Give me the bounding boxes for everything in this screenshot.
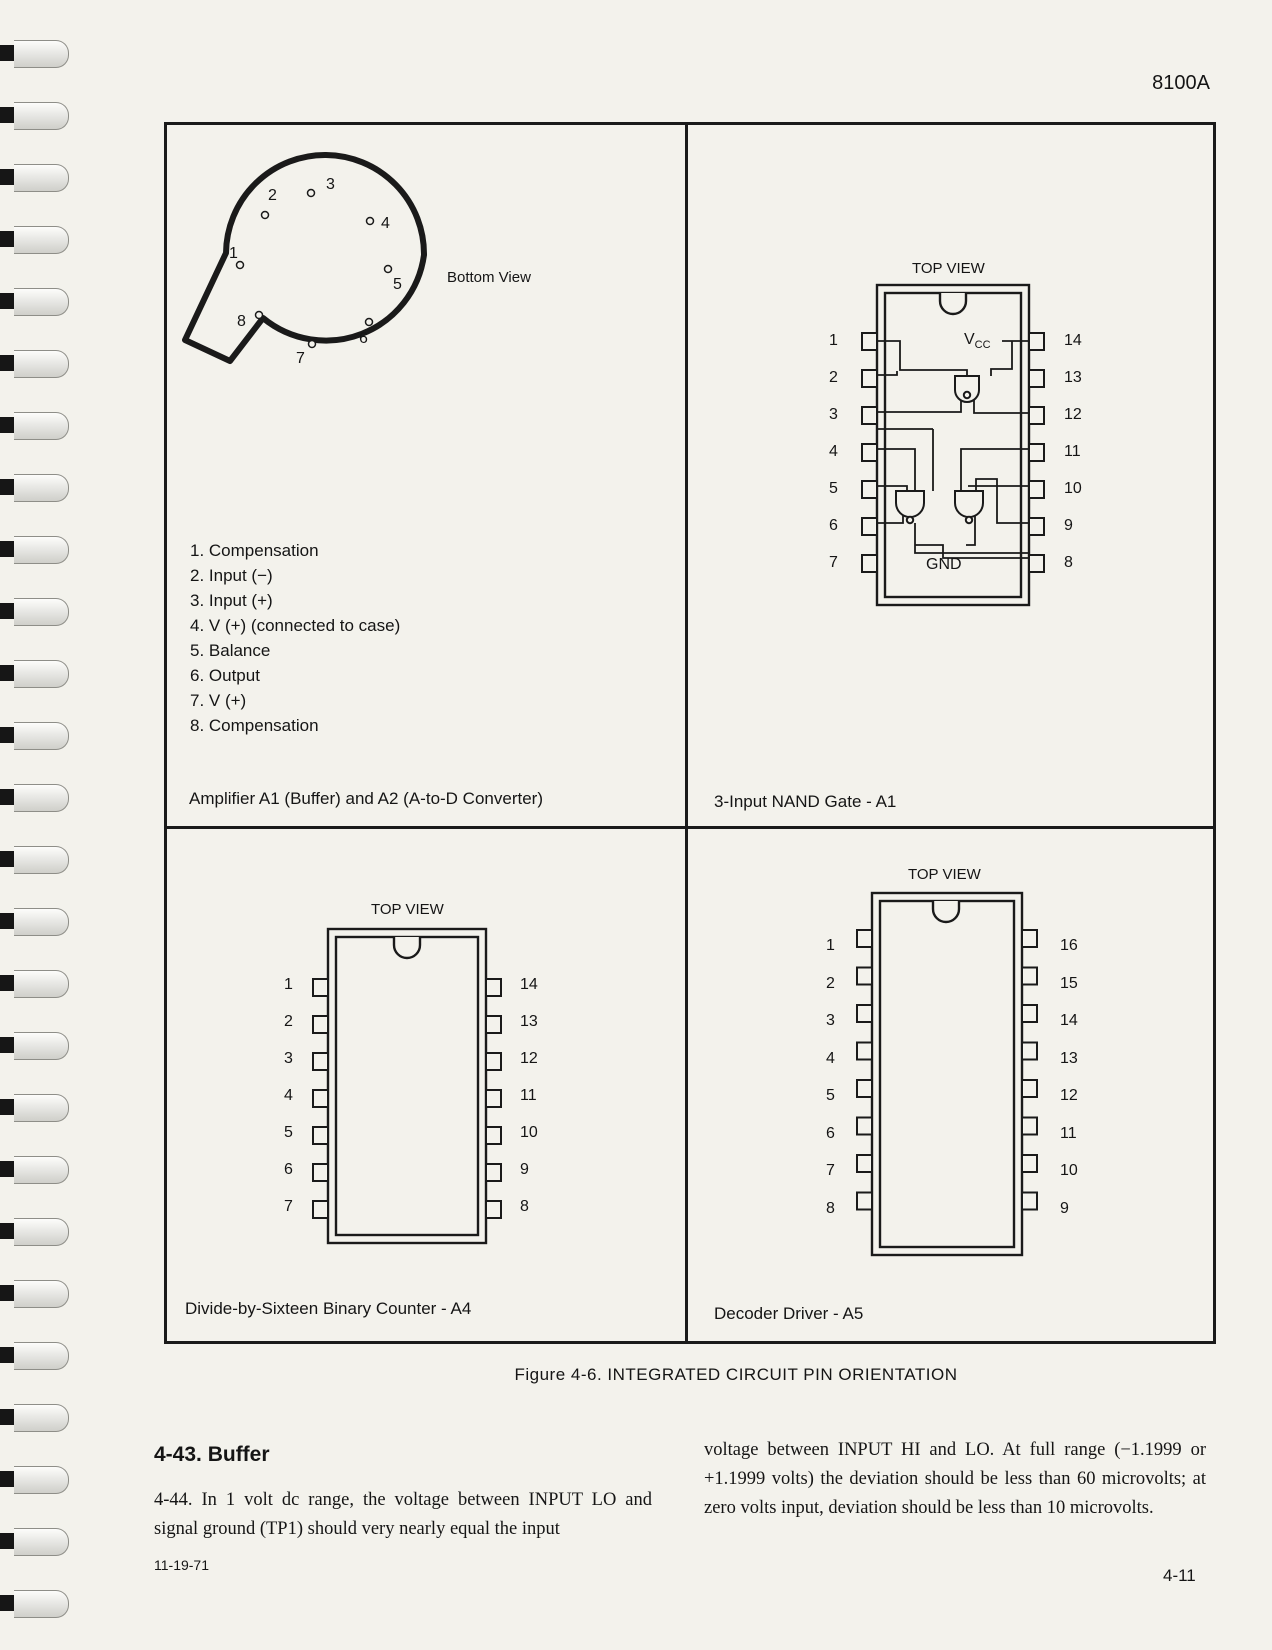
- decoder-pin-number-right: 13: [1060, 1049, 1078, 1067]
- pin-list-item: 3. Input (+): [190, 591, 273, 610]
- counter-dip-package: [308, 925, 518, 1247]
- binding-ring: [0, 720, 72, 750]
- pin-list-item: 2. Input (−): [190, 566, 273, 585]
- binding-ring: [0, 782, 72, 812]
- decoder-pin-left: [857, 1080, 872, 1097]
- amplifier-pin-list: [190, 538, 400, 738]
- decoder-pin-number-right: 16: [1060, 937, 1078, 954]
- binding-ring: [0, 1588, 72, 1618]
- counter-caption: Divide-by-Sixteen Binary Counter - A4: [185, 1299, 472, 1318]
- nand-pin-right: [1029, 407, 1044, 424]
- binding-ring: [0, 1216, 72, 1246]
- nand-pin-right: [1029, 444, 1044, 461]
- counter-pin-right: [486, 1164, 501, 1181]
- binding-ring: [0, 38, 72, 68]
- counter-pin-number-right: 9: [520, 1161, 529, 1178]
- decoder-pin-right: [1022, 1155, 1037, 1172]
- binding-ring: [0, 906, 72, 936]
- pin-list-item: 4. V (+) (connected to case): [190, 616, 401, 635]
- nand-pin-number-left: 4: [829, 443, 838, 460]
- decoder-pin-number-right: 14: [1060, 1012, 1078, 1029]
- pin-list-item: 7. V (+): [190, 691, 247, 710]
- counter-pin-number-left: 3: [284, 1050, 293, 1067]
- decoder-pin-number-left: 5: [826, 1087, 835, 1104]
- counter-pin-left: [313, 1127, 328, 1144]
- decoder-top-view-label: TOP VIEW: [908, 866, 981, 883]
- decoder-pin-right: [1022, 968, 1037, 985]
- nand-pin-right: [1029, 481, 1044, 498]
- nand-pin-number-right: 12: [1064, 406, 1082, 423]
- decoder-pin-left: [857, 930, 872, 947]
- amplifier-caption: Amplifier A1 (Buffer) and A2 (A-to-D Converter): [189, 789, 543, 808]
- binding-ring: [0, 1278, 72, 1308]
- counter-pin-right: [486, 1127, 501, 1144]
- binding-ring: [0, 410, 72, 440]
- decoder-pin-right: [1022, 1043, 1037, 1060]
- decoder-pin-right: [1022, 1080, 1037, 1097]
- paragraph-right: voltage between INPUT HI and LO. At full range (−1.1999 or +1.1999 volts) the deviation should be less than 60 microvolts; at zero volts input, deviation should be less than 10 microvolts.: [704, 1440, 1206, 1518]
- counter-pin-number-left: 6: [284, 1161, 293, 1178]
- binding-ring: [0, 534, 72, 564]
- binding-ring: [0, 224, 72, 254]
- binding-ring: [0, 100, 72, 130]
- binding-ring: [0, 472, 72, 502]
- decoder-pin-left: [857, 1193, 872, 1210]
- decoder-pin-right: [1022, 1118, 1037, 1135]
- decoder-pin-right: [1022, 1193, 1037, 1210]
- decoder-pin-number-right: 9: [1060, 1199, 1069, 1217]
- decoder-pin-left: [857, 1155, 872, 1172]
- pin-list-item: 1. Compensation: [190, 541, 319, 560]
- to99-pin-7: 7: [296, 350, 305, 367]
- counter-pin-left: [313, 1016, 328, 1033]
- model-number: 8100A: [1152, 72, 1210, 94]
- nand-internal-wiring: [877, 341, 1029, 558]
- decoder-pin-number-left: 6: [826, 1124, 835, 1142]
- nand-pin-number-right: 11: [1064, 443, 1081, 460]
- spiral-binding: [0, 0, 78, 1650]
- binding-ring: [0, 1154, 72, 1184]
- counter-pin-right: [486, 1053, 501, 1070]
- to99-pin-5: 5: [393, 276, 402, 293]
- counter-pin-number-right: 13: [520, 1013, 538, 1030]
- binding-ring: [0, 1526, 72, 1556]
- counter-pin-right: [486, 1016, 501, 1033]
- nand-pin-number-right: 9: [1064, 517, 1073, 534]
- counter-pin-number-left: 7: [284, 1198, 293, 1215]
- to99-pin-4: 4: [381, 215, 390, 232]
- decoder-pin-left: [857, 968, 872, 985]
- binding-ring: [0, 968, 72, 998]
- counter-pin-number-left: 2: [284, 1013, 293, 1030]
- binding-ring: [0, 1402, 72, 1432]
- nand-caption: 3-Input NAND Gate - A1: [714, 792, 897, 811]
- decoder-pin-number-right: 12: [1060, 1087, 1078, 1104]
- counter-pin-left: [313, 1201, 328, 1218]
- pin-list-item: 8. Compensation: [190, 716, 319, 735]
- to99-pin-1: 1: [229, 245, 238, 262]
- nand-pin-left: [862, 555, 877, 572]
- pin-list-item: 5. Balance: [190, 641, 271, 660]
- nand-pin-left: [862, 333, 877, 350]
- paragraph-left: 4-44. In 1 volt dc range, the voltage between INPUT LO and signal ground (TP1) should very nearly equal the input: [154, 1490, 652, 1539]
- counter-pin-number-left: 1: [284, 976, 293, 993]
- decoder-dip-package: [850, 890, 1050, 1260]
- counter-pin-number-right: 14: [520, 976, 538, 993]
- decoder-pin-left: [857, 1043, 872, 1060]
- nand-pin-number-left: 2: [829, 369, 838, 386]
- decoder-pin-number-right: 10: [1060, 1162, 1078, 1179]
- nand-pin-left: [862, 518, 877, 535]
- binding-ring: [0, 286, 72, 316]
- nand-pin-number-left: 1: [829, 332, 838, 349]
- counter-pin-number-left: 4: [284, 1087, 293, 1104]
- counter-pin-number-left: 5: [284, 1124, 293, 1141]
- counter-pin-number-right: 12: [520, 1050, 538, 1067]
- to99-pin-8: 8: [237, 313, 246, 330]
- binding-ring: [0, 348, 72, 378]
- counter-pin-right: [486, 1201, 501, 1218]
- counter-pin-right: [486, 979, 501, 996]
- decoder-pin-number-left: 8: [826, 1199, 835, 1217]
- nand-pin-right: [1029, 333, 1044, 350]
- vcc-label: $V_{CC}$: [964, 331, 991, 352]
- nand-pin-number-right: 14: [1064, 332, 1082, 349]
- decoder-pin-number-left: 4: [826, 1049, 835, 1067]
- nand-pin-right: [1029, 555, 1044, 572]
- counter-pin-left: [313, 1090, 328, 1107]
- binding-ring: [0, 1092, 72, 1122]
- decoder-caption: Decoder Driver - A5: [714, 1304, 864, 1323]
- nand-top-view-label: TOP VIEW: [912, 260, 985, 277]
- binding-ring: [0, 162, 72, 192]
- counter-pin-left: [313, 1053, 328, 1070]
- nand-pin-number-left: 5: [829, 480, 838, 497]
- nand-pin-number-left: 7: [829, 554, 838, 571]
- nand-pin-number-left: 6: [829, 517, 838, 534]
- nand-pin-left: [862, 444, 877, 461]
- page-number: 4-11: [1163, 1566, 1196, 1585]
- decoder-pin-number-right: 15: [1060, 974, 1078, 992]
- decoder-pin-left: [857, 1005, 872, 1022]
- footer-date: 11-19-71: [154, 1557, 210, 1573]
- bottom-view-label: Bottom View: [447, 269, 531, 286]
- decoder-pin-number-left: 3: [826, 1012, 835, 1029]
- figure-divider-vertical: [685, 122, 688, 1344]
- binding-ring: [0, 844, 72, 874]
- nand-pin-right: [1029, 370, 1044, 387]
- decoder-pin-number-left: 2: [826, 974, 835, 992]
- binding-ring: [0, 658, 72, 688]
- to99-pin-6: 6: [359, 330, 368, 347]
- nand-pin-right: [1029, 518, 1044, 535]
- nand-pin-left: [862, 407, 877, 424]
- decoder-pin-number-left: 1: [826, 937, 835, 954]
- binding-ring: [0, 596, 72, 626]
- nand-pin-number-right: 13: [1064, 369, 1082, 386]
- nand-pin-left: [862, 370, 877, 387]
- gnd-label: GND: [926, 556, 962, 573]
- nand-pin-number-right: 10: [1064, 480, 1082, 497]
- binding-ring: [0, 1464, 72, 1494]
- to99-pin-3: 3: [326, 176, 335, 193]
- binding-ring: [0, 1030, 72, 1060]
- nand-pin-left: [862, 481, 877, 498]
- counter-pin-right: [486, 1090, 501, 1107]
- counter-pin-number-right: 8: [520, 1198, 529, 1215]
- figure-caption: Figure 4-6. INTEGRATED CIRCUIT PIN ORIENTATION: [514, 1365, 958, 1384]
- counter-top-view-label: TOP VIEW: [371, 901, 444, 918]
- pin-list-item: 6. Output: [190, 666, 260, 685]
- counter-pin-number-right: 11: [520, 1087, 537, 1104]
- decoder-pin-number-right: 11: [1060, 1124, 1077, 1142]
- to99-pin-2: 2: [268, 187, 277, 204]
- can-outline: [185, 155, 424, 361]
- counter-pin-left: [313, 979, 328, 996]
- decoder-pin-right: [1022, 1005, 1037, 1022]
- counter-pin-left: [313, 1164, 328, 1181]
- counter-pin-number-right: 10: [520, 1124, 538, 1141]
- decoder-pin-right: [1022, 930, 1037, 947]
- decoder-pin-number-left: 7: [826, 1162, 835, 1179]
- nand-pin-number-right: 8: [1064, 554, 1073, 571]
- figure-divider-horizontal: [164, 826, 1216, 829]
- nand-pin-number-left: 3: [829, 406, 838, 423]
- section-heading: 4-43. Buffer: [154, 1443, 270, 1466]
- decoder-pin-left: [857, 1118, 872, 1135]
